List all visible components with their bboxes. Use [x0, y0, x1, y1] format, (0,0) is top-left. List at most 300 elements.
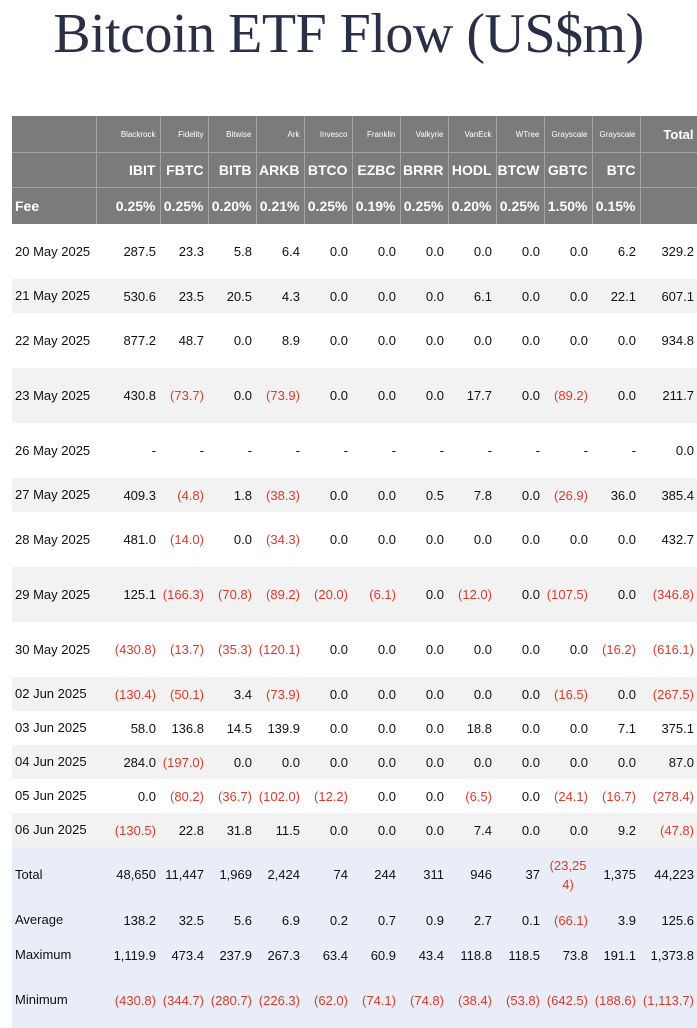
summary-value: (188.6) [592, 972, 640, 1028]
flow-value: (430.8) [96, 622, 160, 677]
table-row [12, 368, 697, 423]
table-row [12, 478, 697, 512]
flow-value: 0.0 [256, 745, 304, 779]
summary-value: 37 [496, 847, 544, 902]
row-total: 385.4 [640, 478, 697, 512]
row-date: 21 May 2025 [12, 279, 96, 313]
flow-value: 0.0 [352, 622, 400, 677]
flow-value: 36.0 [592, 478, 640, 512]
summary-row [12, 938, 697, 972]
fee-total-blank [640, 188, 697, 225]
flow-value: (73.7) [160, 368, 208, 423]
ticker: HODL [448, 153, 496, 188]
fee-value: 0.21% [256, 188, 304, 225]
ticker-row [12, 153, 697, 188]
summary-total: 44,223 [640, 847, 697, 902]
summary-value: 0.9 [400, 902, 448, 938]
summary-value: (280.7) [208, 972, 256, 1028]
flow-value: 0.0 [448, 512, 496, 567]
flow-value: 0.0 [496, 622, 544, 677]
flow-value: 5.8 [208, 224, 256, 279]
flow-value: 0.0 [208, 368, 256, 423]
page-title: Bitcoin ETF Flow (US$m) [53, 3, 644, 65]
table-row [12, 279, 697, 313]
table-row [12, 677, 697, 711]
flow-value: 0.0 [592, 368, 640, 423]
summary-value: 60.9 [352, 938, 400, 972]
summary-label: Maximum [12, 938, 96, 972]
flow-value: 430.8 [96, 368, 160, 423]
table-row [12, 622, 697, 677]
fee-value: 0.20% [208, 188, 256, 225]
flow-value: 17.7 [448, 368, 496, 423]
flow-value: 31.8 [208, 813, 256, 847]
flow-value: 877.2 [96, 313, 160, 368]
issuer-name: Ark [256, 116, 304, 153]
fee-value: 0.25% [496, 188, 544, 225]
ticker: BRRR [400, 153, 448, 188]
flow-value: 18.8 [448, 711, 496, 745]
flow-value: 0.0 [496, 224, 544, 279]
issuer-name: Invesco [304, 116, 352, 153]
summary-label: Average [12, 902, 96, 938]
flow-value: 0.0 [496, 745, 544, 779]
flow-value: 23.5 [160, 279, 208, 313]
row-total: 432.7 [640, 512, 697, 567]
flow-value: 22.8 [160, 813, 208, 847]
ticker: BTCO [304, 153, 352, 188]
summary-value: 311 [400, 847, 448, 902]
flow-value: 0.0 [400, 813, 448, 847]
flow-value: (70.8) [208, 567, 256, 622]
table-row [12, 423, 697, 478]
flow-value: 0.0 [400, 279, 448, 313]
summary-value: 1,119.9 [96, 938, 160, 972]
flow-value: 14.5 [208, 711, 256, 745]
ticker: IBIT [96, 153, 160, 188]
ticker: GBTC [544, 153, 592, 188]
summary-value: 43.4 [400, 938, 448, 972]
summary-value: (226.3) [256, 972, 304, 1028]
etf-flow-table-container [12, 116, 694, 1028]
flow-value: - [496, 423, 544, 478]
summary-value: 946 [448, 847, 496, 902]
flow-value: (13.7) [160, 622, 208, 677]
fee-value: 0.20% [448, 188, 496, 225]
flow-value: 0.0 [592, 313, 640, 368]
table-row [12, 779, 697, 813]
summary-label: Total [12, 847, 96, 902]
row-date: 02 Jun 2025 [12, 677, 96, 711]
flow-value: 0.0 [544, 711, 592, 745]
flow-value: 0.0 [544, 313, 592, 368]
flow-value: (20.0) [304, 567, 352, 622]
flow-value: 530.6 [96, 279, 160, 313]
flow-value: (16.5) [544, 677, 592, 711]
summary-value: 118.5 [496, 938, 544, 972]
flow-value: 0.0 [448, 745, 496, 779]
flow-value: 0.5 [400, 478, 448, 512]
flow-value: - [352, 423, 400, 478]
flow-value: (89.2) [544, 368, 592, 423]
summary-value: 0.7 [352, 902, 400, 938]
flow-value: 6.1 [448, 279, 496, 313]
flow-value: 0.0 [544, 279, 592, 313]
flow-value: 0.0 [496, 677, 544, 711]
row-total: (346.8) [640, 567, 697, 622]
table-row [12, 224, 697, 279]
summary-value: 5.6 [208, 902, 256, 938]
summary-value: (642.5) [544, 972, 592, 1028]
flow-value: 0.0 [400, 313, 448, 368]
ticker: FBTC [160, 153, 208, 188]
flow-value: 0.0 [496, 711, 544, 745]
row-date: 23 May 2025 [12, 368, 96, 423]
table-row [12, 745, 697, 779]
summary-value: 138.2 [96, 902, 160, 938]
flow-value: 0.0 [304, 622, 352, 677]
summary-row [12, 972, 697, 1028]
summary-value: 6.9 [256, 902, 304, 938]
summary-value: (74.8) [400, 972, 448, 1028]
flow-value: (16.2) [592, 622, 640, 677]
summary-value: (53.8) [496, 972, 544, 1028]
summary-value: 11,447 [160, 847, 208, 902]
flow-value: (130.4) [96, 677, 160, 711]
flow-value: 6.2 [592, 224, 640, 279]
flow-value: 7.4 [448, 813, 496, 847]
summary-value: (38.4) [448, 972, 496, 1028]
ticker: EZBC [352, 153, 400, 188]
row-date: 27 May 2025 [12, 478, 96, 512]
table-row [12, 813, 697, 847]
table-header [12, 116, 697, 224]
row-total: (616.1) [640, 622, 697, 677]
ticker: BTCW [496, 153, 544, 188]
summary-value: (66.1) [544, 902, 592, 938]
flow-value: (26.9) [544, 478, 592, 512]
row-date: 29 May 2025 [12, 567, 96, 622]
flow-value: 0.0 [304, 711, 352, 745]
flow-value: 0.0 [400, 745, 448, 779]
flow-value: - [400, 423, 448, 478]
table-row [12, 567, 697, 622]
flow-value: 20.5 [208, 279, 256, 313]
summary-value: 2.7 [448, 902, 496, 938]
summary-label: Minimum [12, 972, 96, 1028]
flow-value: 0.0 [544, 512, 592, 567]
flow-value: (197.0) [160, 745, 208, 779]
row-date: 20 May 2025 [12, 224, 96, 279]
flow-value: 0.0 [304, 368, 352, 423]
ticker: BITB [208, 153, 256, 188]
flow-value: 0.0 [304, 313, 352, 368]
summary-value: 473.4 [160, 938, 208, 972]
flow-value: 11.5 [256, 813, 304, 847]
row-total: (278.4) [640, 779, 697, 813]
summary-value: 1,375 [592, 847, 640, 902]
flow-value: 0.0 [208, 313, 256, 368]
flow-value: 0.0 [592, 567, 640, 622]
flow-value: (102.0) [256, 779, 304, 813]
issuer-row [12, 116, 697, 153]
flow-value: 125.1 [96, 567, 160, 622]
flow-value: 0.0 [400, 622, 448, 677]
ticker: BTC [592, 153, 640, 188]
row-total: 329.2 [640, 224, 697, 279]
summary-rows [12, 847, 697, 1028]
flow-value: (38.3) [256, 478, 304, 512]
flow-value: (14.0) [160, 512, 208, 567]
flow-value: 0.0 [544, 622, 592, 677]
summary-value: 237.9 [208, 938, 256, 972]
flow-value: (34.3) [256, 512, 304, 567]
flow-value: 6.4 [256, 224, 304, 279]
table-row [12, 313, 697, 368]
flow-value: 0.0 [304, 478, 352, 512]
row-date: 03 Jun 2025 [12, 711, 96, 745]
summary-value: 1,969 [208, 847, 256, 902]
flow-value: 8.9 [256, 313, 304, 368]
flow-value: (166.3) [160, 567, 208, 622]
flow-value: (4.8) [160, 478, 208, 512]
issuer-name: Blackrock [96, 116, 160, 153]
fee-value: 0.15% [592, 188, 640, 225]
row-total: (47.8) [640, 813, 697, 847]
row-total: (267.5) [640, 677, 697, 711]
flow-value: 0.0 [304, 279, 352, 313]
total-header-blank [640, 153, 697, 188]
flow-value: - [208, 423, 256, 478]
row-total: 87.0 [640, 745, 697, 779]
row-date: 04 Jun 2025 [12, 745, 96, 779]
summary-value: 267.3 [256, 938, 304, 972]
flow-value: 0.0 [592, 512, 640, 567]
flow-value: 0.0 [400, 512, 448, 567]
issuer-name: Valkyrie [400, 116, 448, 153]
flow-value: 0.0 [208, 512, 256, 567]
flow-value: 0.0 [448, 677, 496, 711]
flow-value: 0.0 [400, 711, 448, 745]
flow-value: 0.0 [544, 745, 592, 779]
summary-value: 32.5 [160, 902, 208, 938]
flow-value: 0.0 [304, 745, 352, 779]
flow-value: 0.0 [496, 567, 544, 622]
flow-value: 1.8 [208, 478, 256, 512]
summary-value: (430.8) [96, 972, 160, 1028]
flow-value: 0.0 [352, 745, 400, 779]
summary-value: (23,254) [544, 847, 592, 902]
summary-value: 74 [304, 847, 352, 902]
flow-value: (35.3) [208, 622, 256, 677]
flow-value: (6.1) [352, 567, 400, 622]
flow-value: 4.3 [256, 279, 304, 313]
summary-row [12, 847, 697, 902]
row-date: 06 Jun 2025 [12, 813, 96, 847]
flow-value: 0.0 [448, 224, 496, 279]
flow-value: 0.0 [496, 779, 544, 813]
summary-value: 63.4 [304, 938, 352, 972]
flow-value: - [448, 423, 496, 478]
summary-total: (1,113.7) [640, 972, 697, 1028]
flow-value: 0.0 [544, 224, 592, 279]
flow-value: (89.2) [256, 567, 304, 622]
flow-value: (73.9) [256, 368, 304, 423]
fee-value: 0.25% [160, 188, 208, 225]
flow-value: 0.0 [496, 478, 544, 512]
total-column-header: Total [640, 116, 697, 153]
flow-value: 139.9 [256, 711, 304, 745]
row-total: 0.0 [640, 423, 697, 478]
summary-value: 3.9 [592, 902, 640, 938]
flow-value: - [592, 423, 640, 478]
issuer-name: Fidelity [160, 116, 208, 153]
flow-value: (12.0) [448, 567, 496, 622]
summary-value: 244 [352, 847, 400, 902]
table-row [12, 711, 697, 745]
flow-value: - [544, 423, 592, 478]
flow-value: 22.1 [592, 279, 640, 313]
flow-value: 0.0 [496, 368, 544, 423]
flow-value: 0.0 [400, 224, 448, 279]
flow-value: (36.7) [208, 779, 256, 813]
row-total: 934.8 [640, 313, 697, 368]
row-date: 26 May 2025 [12, 423, 96, 478]
summary-value: 191.1 [592, 938, 640, 972]
flow-value: (50.1) [160, 677, 208, 711]
flow-value: 481.0 [96, 512, 160, 567]
issuer-name: Grayscale [544, 116, 592, 153]
flow-value: (16.7) [592, 779, 640, 813]
summary-total: 125.6 [640, 902, 697, 938]
summary-value: (74.1) [352, 972, 400, 1028]
issuer-name: VanEck [448, 116, 496, 153]
summary-value: 118.8 [448, 938, 496, 972]
fee-label: Fee [12, 188, 96, 225]
flow-value: 0.0 [96, 779, 160, 813]
flow-value: 284.0 [96, 745, 160, 779]
flow-value: 0.0 [352, 512, 400, 567]
summary-value: 0.2 [304, 902, 352, 938]
flow-value: 0.0 [352, 779, 400, 813]
flow-value: 3.4 [208, 677, 256, 711]
flow-value: 0.0 [496, 813, 544, 847]
row-date: 22 May 2025 [12, 313, 96, 368]
flow-value: 0.0 [352, 478, 400, 512]
issuer-name: Franklin [352, 116, 400, 153]
flow-value: 0.0 [352, 711, 400, 745]
row-date: 30 May 2025 [12, 622, 96, 677]
row-date: 05 Jun 2025 [12, 779, 96, 813]
flow-value: 0.0 [352, 279, 400, 313]
etf-flow-table [12, 116, 697, 1028]
flow-rows [12, 224, 697, 847]
fee-value: 0.19% [352, 188, 400, 225]
flow-value: (107.5) [544, 567, 592, 622]
summary-value: 0.1 [496, 902, 544, 938]
flow-value: 48.7 [160, 313, 208, 368]
flow-value: - [96, 423, 160, 478]
flow-value: 0.0 [304, 512, 352, 567]
flow-value: 0.0 [496, 279, 544, 313]
fee-value: 0.25% [304, 188, 352, 225]
flow-value: (80.2) [160, 779, 208, 813]
issuer-name: Bitwise [208, 116, 256, 153]
flow-value: 0.0 [544, 813, 592, 847]
flow-value: 287.5 [96, 224, 160, 279]
row-total: 211.7 [640, 368, 697, 423]
flow-value: (6.5) [448, 779, 496, 813]
flow-value: 0.0 [208, 745, 256, 779]
corner-cell [12, 116, 96, 153]
flow-value: 0.0 [400, 677, 448, 711]
flow-value: 0.0 [496, 313, 544, 368]
flow-value: - [256, 423, 304, 478]
flow-value: 0.0 [352, 224, 400, 279]
flow-value: 0.0 [592, 745, 640, 779]
flow-value: 0.0 [400, 567, 448, 622]
flow-value: 7.1 [592, 711, 640, 745]
flow-value: 0.0 [448, 622, 496, 677]
flow-value: (73.9) [256, 677, 304, 711]
fee-value: 1.50% [544, 188, 592, 225]
flow-value: 0.0 [352, 313, 400, 368]
flow-value: 0.0 [304, 677, 352, 711]
flow-value: (12.2) [304, 779, 352, 813]
summary-value: 2,424 [256, 847, 304, 902]
flow-value: 136.8 [160, 711, 208, 745]
fee-value: 0.25% [400, 188, 448, 225]
flow-value: (24.1) [544, 779, 592, 813]
flow-value: 0.0 [352, 368, 400, 423]
issuer-name: Grayscale [592, 116, 640, 153]
flow-value: 0.0 [304, 813, 352, 847]
table-row [12, 512, 697, 567]
flow-value: 0.0 [304, 224, 352, 279]
flow-value: 0.0 [352, 813, 400, 847]
flow-value: 409.3 [96, 478, 160, 512]
flow-value: (120.1) [256, 622, 304, 677]
flow-value: 0.0 [448, 313, 496, 368]
fee-value: 0.25% [96, 188, 160, 225]
flow-value: 0.0 [592, 677, 640, 711]
flow-value: 0.0 [400, 779, 448, 813]
flow-value: 0.0 [496, 512, 544, 567]
summary-row [12, 902, 697, 938]
flow-value: (130.5) [96, 813, 160, 847]
issuer-name: WTree [496, 116, 544, 153]
flow-value: 0.0 [400, 368, 448, 423]
flow-value: 23.3 [160, 224, 208, 279]
summary-value: 73.8 [544, 938, 592, 972]
flow-value: 9.2 [592, 813, 640, 847]
row-date: 28 May 2025 [12, 512, 96, 567]
fee-row [12, 188, 697, 225]
flow-value: 7.8 [448, 478, 496, 512]
summary-total: 1,373.8 [640, 938, 697, 972]
flow-value: - [160, 423, 208, 478]
summary-value: (344.7) [160, 972, 208, 1028]
corner-cell [12, 153, 96, 188]
row-total: 607.1 [640, 279, 697, 313]
ticker: ARKB [256, 153, 304, 188]
summary-value: 48,650 [96, 847, 160, 902]
flow-value: 0.0 [352, 677, 400, 711]
row-total: 375.1 [640, 711, 697, 745]
summary-value: (62.0) [304, 972, 352, 1028]
flow-value: 58.0 [96, 711, 160, 745]
flow-value: - [304, 423, 352, 478]
